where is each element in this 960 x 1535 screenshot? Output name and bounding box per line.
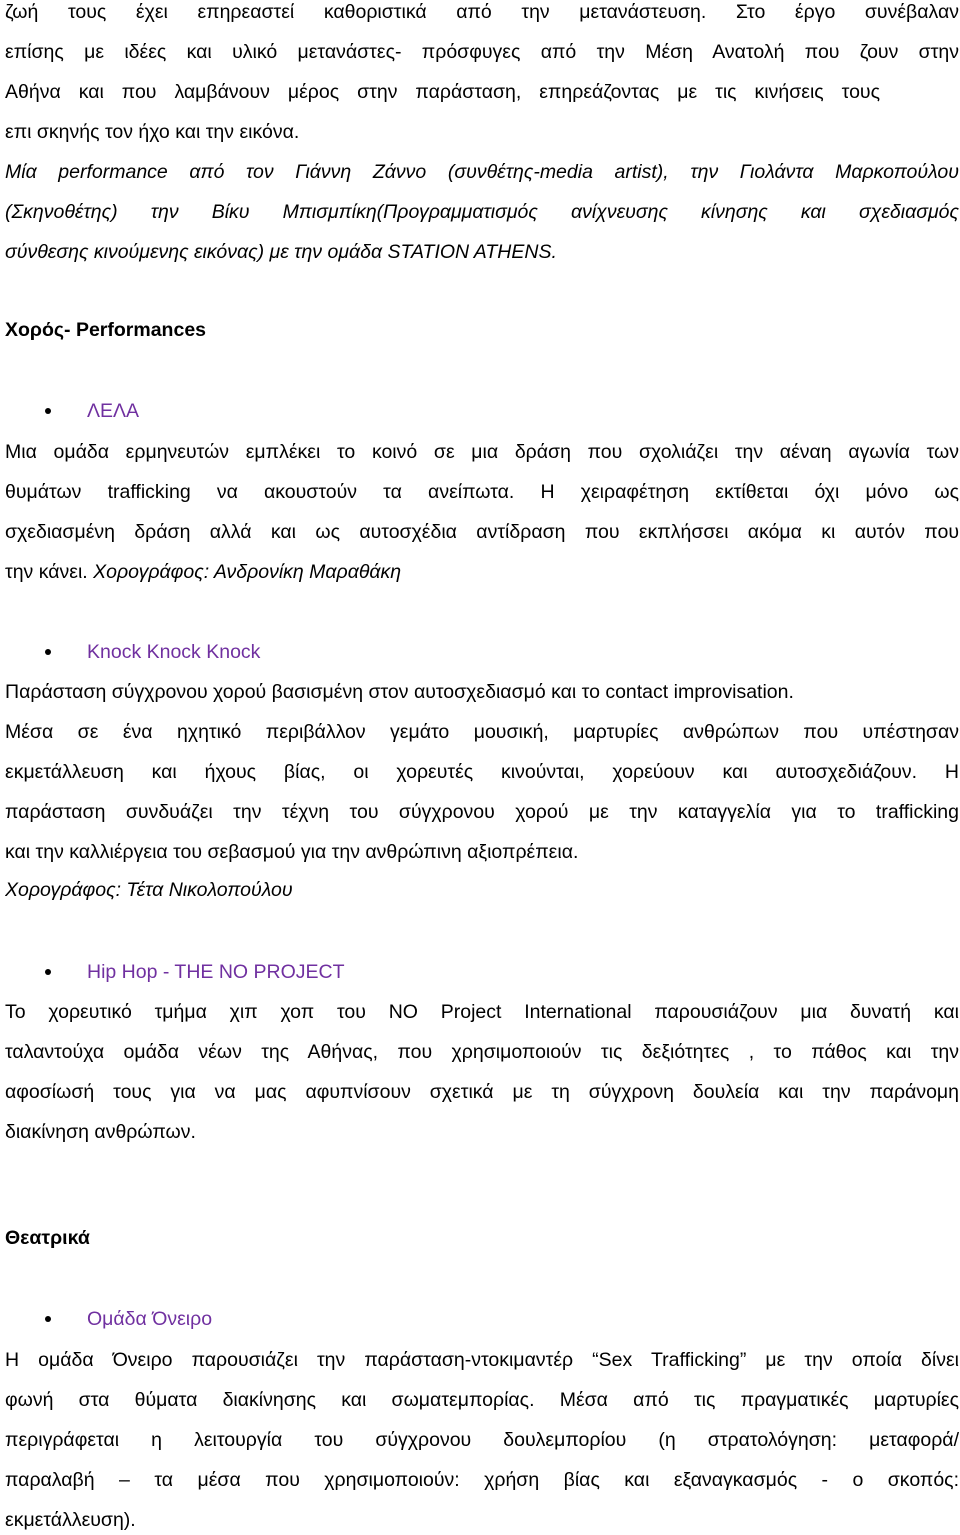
credits-line-3: σύνθεσης κινούμενης εικόνας) με την ομάδα STATION ATHENS. — [5, 241, 557, 263]
lela-line-4-text: την κάνει. — [5, 561, 94, 583]
hiphop-line-2: ταλαντούχα ομάδα νέων της Αθήνας, που χρησιμοποιούν τις δεξιότητες , το πάθος και την — [5, 1041, 959, 1063]
item-title-oneiro: Ομάδα Όνειρο — [87, 1308, 213, 1330]
lela-choreographer: Χορογράφος: Ανδρονίκη Μαραθάκη — [93, 561, 402, 583]
item-title-knock: Knock Knock Knock — [87, 641, 261, 663]
credits-line-2: (Σκηνοθέτης) την Βίκυ Μπισμπίκη(Προγραμματισμός ανίχνευσης κίνησης και σχεδιασμός — [5, 201, 959, 223]
item-title-lela: ΛΕΛΑ — [87, 400, 140, 422]
bullet-icon — [45, 969, 51, 975]
bullet-icon — [45, 1316, 51, 1322]
credits-line-1: Μία performance από τον Γιάννη Ζάννο (συνθέτης-media artist), την Γιολάντα Μαρκοπούλου — [5, 161, 959, 183]
knock-line-2: Μέσα σε ένα ηχητικό περιβάλλον γεμάτο μουσική, μαρτυρίες ανθρώπων που υπέστησαν — [5, 721, 959, 743]
intro-line-4: επι σκηνής τον ήχο και την εικόνα. — [5, 121, 300, 143]
knock-choreographer: Χορογράφος: Τέτα Νικολοπούλου — [5, 879, 293, 901]
intro-line-1: ζωή τους έχει επηρεαστεί καθοριστικά από την μετανάστευση. Στο έργο συνέβαλαν — [5, 1, 959, 23]
oneiro-line-5: εκμετάλλευση). — [5, 1509, 136, 1531]
section-heading-theatre: Θεατρικά — [5, 1227, 90, 1249]
knock-line-4: παράσταση συνδυάζει την τέχνη του σύγχρονου χορού με την καταγγελία για το trafficking — [5, 801, 959, 823]
item-title-hiphop: Hip Hop - THE NO PROJECT — [87, 961, 345, 983]
knock-line-5: και την καλλιέργεια του σεβασμού για την ανθρώπινη αξιοπρέπεια. — [5, 841, 579, 863]
lela-line-1: Μια ομάδα ερμηνευτών εμπλέκει το κοινό σε μια δράση που σχολιάζει την αέναη αγωνία των — [5, 441, 959, 463]
section-heading-dance: Χορός- Performances — [5, 319, 207, 341]
hiphop-line-1: Το χορευτικό τμήμα χιπ χοπ του NO Project International παρουσιάζουν μια δυνατή και — [5, 1001, 959, 1023]
hiphop-line-4: διακίνηση ανθρώπων. — [5, 1121, 196, 1143]
oneiro-line-3: περιγράφεται η λειτουργία του σύγχρονου δουλεμπορίου (η στρατολόγηση: μεταφορά/ — [5, 1429, 959, 1451]
hiphop-line-3: αφοσίωσή τους για να μας αφυπνίσουν σχετικά με τη σύγχρονη δουλεία και την παράνομη — [5, 1081, 959, 1103]
lela-line-2: θυμάτων trafficking να ακουστούν τα ανείπωτα. Η χειραφέτηση εκτίθεται όχι μόνο ως — [5, 481, 959, 503]
lela-line-4 — [5, 558, 959, 586]
oneiro-line-1: Η ομάδα Όνειρο παρουσιάζει την παράσταση-ντοκιμαντέρ “Sex Trafficking” με την οποία δίνει — [5, 1349, 959, 1371]
bullet-icon — [45, 649, 51, 655]
lela-line-3: σχεδιασμένη δράση αλλά και ως αυτοσχέδια αντίδραση που εκπλήσσει ακόμα κι αυτόν που — [5, 521, 959, 543]
oneiro-line-4: παραλαβή – τα μέσα που χρησιμοποιούν: χρήση βίας και εξαναγκασμός - ο σκοπός: — [5, 1469, 959, 1491]
intro-line-3: Αθήνα και που λαμβάνουν μέρος στην παράσταση, επηρεάζοντας με τις κινήσεις τους — [5, 81, 880, 103]
knock-line-1: Παράσταση σύγχρονου χορού βασισμένη στον αυτοσχεδιασμό και το contact improvisation. — [5, 681, 794, 703]
bullet-icon — [45, 408, 51, 414]
knock-line-3: εκμετάλλευση και ήχους βίας, οι χορευτές κινούνται, χορεύουν και αυτοσχεδιάζουν. Η — [5, 761, 959, 783]
oneiro-line-2: φωνή στα θύματα διακίνησης και σωματεμπορίας. Μέσα από τις πραγματικές μαρτυρίες — [5, 1389, 959, 1411]
intro-line-2: επίσης με ιδέες και υλικό μετανάστες- πρόσφυγες από την Μέση Ανατολή που ζουν στην — [5, 41, 959, 63]
